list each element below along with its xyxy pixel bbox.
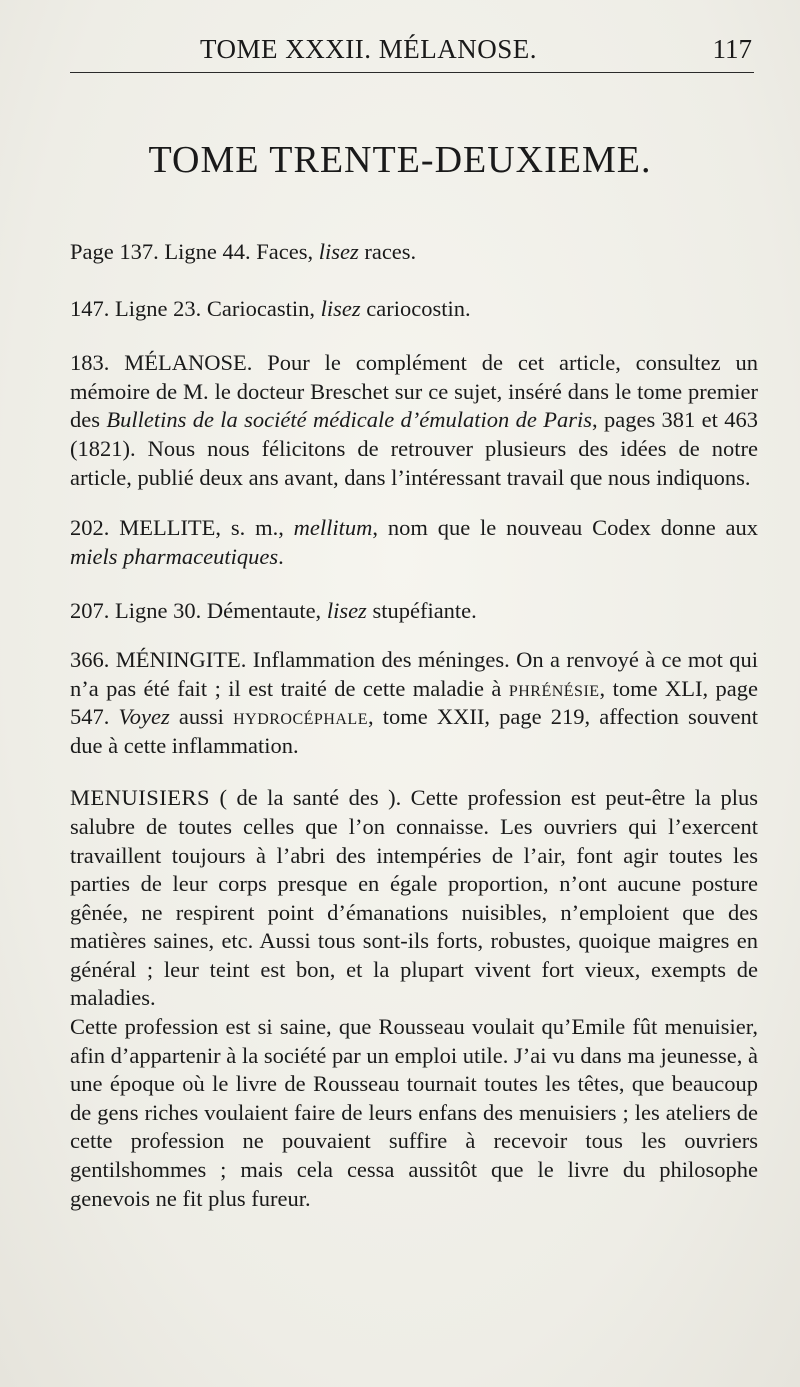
running-header [0,34,800,74]
erratum-entry [70,597,758,626]
running-title: TOME XXXII. MÉLANOSE. [200,34,537,64]
entry-italic: Bulletins de la société médicale d’émulation de Paris [106,407,592,433]
entry-text: races. [358,239,417,264]
entry-text: , nom que le nouveau Codex donne aux [372,515,758,541]
entry-italic: mellitum [293,515,373,541]
chapter-title: TOME TRENTE-DEUXIEME. [148,139,652,181]
entry-italic: Voyez [118,704,170,730]
entry-text: , s. m., [215,515,294,541]
article-paragraph [70,784,758,1013]
article-paragraph [70,1013,758,1213]
article-text: Cette profession est si saine, que Rousseau voulait qu’Emile fût menuisier, afin d’appartenir à la société par un emploi utile. J’ai vu dans ma jeunesse, à une époque où le livre de Rousseau tournait toutes les têtes, que beaucoup de gens riches voulaient faire de leurs enfans des menuisiers ; les ateliers de cette profession ne pouvaient suffire à recevoir tous les ouvriers gentilshommes ; mais cela cessa aussitôt que le livre du philosophe genevois ne fit plus fureur. [70,1014,758,1211]
entry-text: Inflammation des méninges. On a renvoyé à ce mot qui n’a pas été fait ; il est traité de cette maladie à [70,646,758,701]
entry-text: Cariocastin, [201,295,321,321]
erratum-entry [70,238,758,267]
entry-reference: Page 137. Ligne 44. [70,239,251,264]
entry-italic: lisez [326,598,367,624]
entry-text: Pour le complément de cet article, consultez un mémoire de M. le docteur Breschet sur ce sujet, inséré dans le tome premier des [70,350,759,433]
entry-italic: lisez [318,239,359,264]
erratum-entry [70,514,758,571]
page-number: 117 [712,34,752,64]
erratum-entry [70,646,758,760]
entry-text: stupéfiante. [366,598,477,624]
article-heading: MENUISIERS [70,785,211,811]
header-rule [70,72,754,73]
entry-reference: 207. Ligne 30. [70,598,202,624]
entry-text: Faces, [250,239,319,264]
entry-reference: 366. MÉNINGITE. [70,646,247,672]
entry-smallcaps: phrénésie [508,675,600,701]
entry-text: cariocostin. [360,295,471,321]
errata-body [70,238,758,1213]
entry-italic: lisez [320,295,361,321]
erratum-entry [70,349,758,492]
entry-smallcaps: hydrocéphale [233,704,368,730]
entry-text: aussi [169,704,234,730]
entry-text: Démentaute, [201,598,327,624]
entry-reference: 183. MÉLANOSE. [70,350,253,376]
entry-text: . [278,543,284,569]
article-text: ( de la santé des ). Cette profession est peut-être la plus salubre de toutes celles que l’on connaisse. Les ouvriers qui l’exercent travaillent toujours à l’abri des intempéries de l’air, font agir toutes les parties de leur corps presque en égale proportion, n’ont aucune posture gênée, ne respirent point d’émanations nuisibles, n’emploient que des matières saines, etc. Aussi tous sont-ils forts, robustes, quoique maigres en général ; leur teint est bon, et la plupart vivent fort vieux, exempts de maladies. [70,785,758,1011]
entry-text: , tome XLI, page 547. [70,675,758,730]
entry-italic: miels pharmaceutiques [70,543,279,569]
entry-text: , pages 381 et 463 (1821). Nous nous félicitons de retrouver plusieurs des idées de notre article, publié deux ans avant, dans l’intéressant travail que nous indiquons. [70,407,758,490]
erratum-entry [70,295,758,324]
entry-reference: 147. Ligne 23. [70,295,202,321]
entry-reference: 202. MELLITE [70,515,216,541]
entry-text: , tome XXII, page 219, affection souvent due à cette inflammation. [70,704,759,758]
